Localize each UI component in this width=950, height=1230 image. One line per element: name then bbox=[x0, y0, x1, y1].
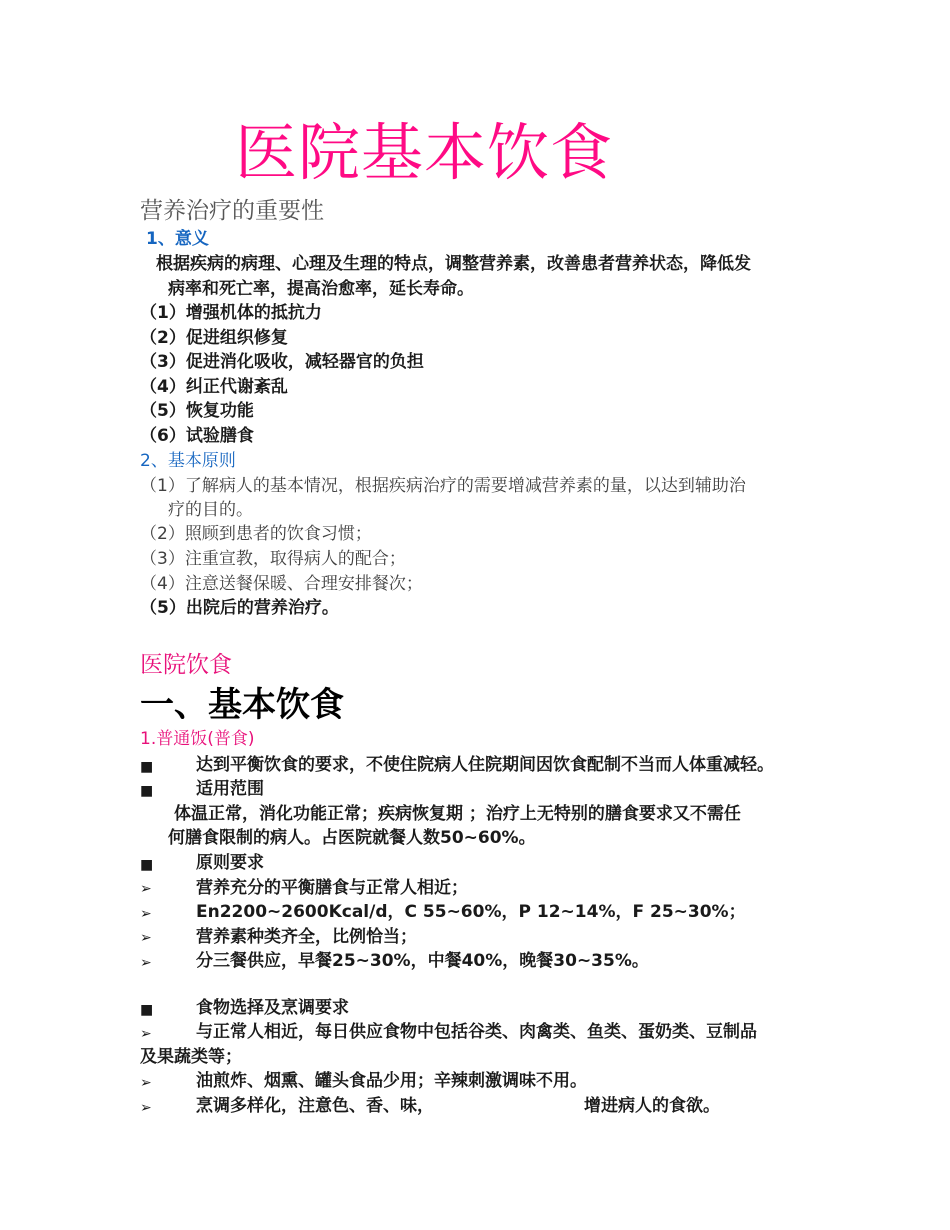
square-bullet-icon: ■ bbox=[140, 759, 154, 775]
big-heading-basic-diet: 一、基本饮食 bbox=[140, 685, 344, 725]
goal-text: 达到平衡饮食的要求，不使住院病人住院期间因饮食配制不当而人体重减轻。 bbox=[196, 755, 774, 775]
food-item: 油煎炸、烟熏、罐头食品少用；辛辣刺激调味不用。 bbox=[196, 1071, 587, 1091]
section-heading-hospital-diet: 医院饮食 bbox=[140, 652, 232, 678]
list-item: （5）恢复功能 bbox=[140, 401, 254, 421]
food-item: 增进病人的食欲。 bbox=[584, 1096, 720, 1116]
list-item: （3）注重宣教，取得病人的配合； bbox=[140, 549, 406, 569]
arrow-bullet-icon: ➢ bbox=[140, 930, 152, 946]
section-heading-nutrition-importance: 营养治疗的重要性 bbox=[140, 198, 324, 224]
list-item: （4）注意送餐保暖、合理安排餐次； bbox=[140, 574, 423, 594]
principle-item: En2200~2600Kcal/d，C 55~60%，P 12~14%，F 25~30%； bbox=[196, 902, 746, 922]
food-item: 烹调多样化，注意色、香、味， bbox=[196, 1096, 434, 1116]
paragraph-meaning-line2: 病率和死亡率，提高治愈率，延长寿命。 bbox=[168, 279, 474, 299]
scope-line2: 何膳食限制的病人。占医院就餐人数50~60%。 bbox=[168, 828, 536, 848]
scope-label: 适用范围 bbox=[196, 779, 264, 799]
subheading-regular-diet: 1.普通饭(普食) bbox=[140, 729, 255, 749]
subheading-basic-principles: 2、基本原则 bbox=[140, 451, 236, 471]
principle-label: 原则要求 bbox=[196, 853, 264, 873]
arrow-bullet-icon: ➢ bbox=[140, 1026, 152, 1042]
arrow-bullet-icon: ➢ bbox=[140, 881, 152, 897]
list-item: （2）促进组织修复 bbox=[140, 328, 288, 348]
scope-line1: 体温正常，消化功能正常；疾病恢复期 ；治疗上无特别的膳食要求又不需任 bbox=[174, 804, 741, 824]
square-bullet-icon: ■ bbox=[140, 1002, 154, 1018]
list-item: （3）促进消化吸收，减轻器官的负担 bbox=[140, 352, 424, 372]
principle-line1: （1）了解病人的基本情况，根据疾病治疗的需要增减营养素的量，以达到辅助治 bbox=[140, 476, 746, 496]
food-label: 食物选择及烹调要求 bbox=[196, 998, 349, 1018]
document-title: 医院基本饮食 bbox=[235, 116, 614, 189]
list-item: （1）增强机体的抵抗力 bbox=[140, 303, 322, 323]
square-bullet-icon: ■ bbox=[140, 783, 154, 799]
arrow-bullet-icon: ➢ bbox=[140, 955, 152, 971]
list-item: （4）纠正代谢紊乱 bbox=[140, 377, 288, 397]
arrow-bullet-icon: ➢ bbox=[140, 1075, 152, 1091]
food-item-line1: 与正常人相近，每日供应食物中包括谷类、肉禽类、鱼类、蛋奶类、豆制品 bbox=[196, 1022, 757, 1042]
list-item: （6）试验膳食 bbox=[140, 426, 254, 446]
list-item: （2）照顾到患者的饮食习惯； bbox=[140, 524, 372, 544]
arrow-bullet-icon: ➢ bbox=[140, 906, 152, 922]
principle-line2: 疗的目的。 bbox=[168, 500, 253, 520]
principle-item: 营养素种类齐全，比例恰当； bbox=[196, 927, 417, 947]
arrow-bullet-icon: ➢ bbox=[140, 1100, 152, 1116]
principle-item: 营养充分的平衡膳食与正常人相近； bbox=[196, 878, 468, 898]
list-item: （5）出院后的营养治疗。 bbox=[140, 598, 339, 618]
subheading-meaning: 1、意义 bbox=[146, 229, 209, 249]
paragraph-meaning-line1: 根据疾病的病理、心理及生理的特点，调整营养素，改善患者营养状态，降低发 bbox=[156, 254, 751, 274]
principle-item: 分三餐供应，早餐25~30%，中餐40%，晚餐30~35%。 bbox=[196, 951, 649, 971]
food-item-line2: 及果蔬类等； bbox=[140, 1047, 242, 1067]
square-bullet-icon: ■ bbox=[140, 857, 154, 873]
